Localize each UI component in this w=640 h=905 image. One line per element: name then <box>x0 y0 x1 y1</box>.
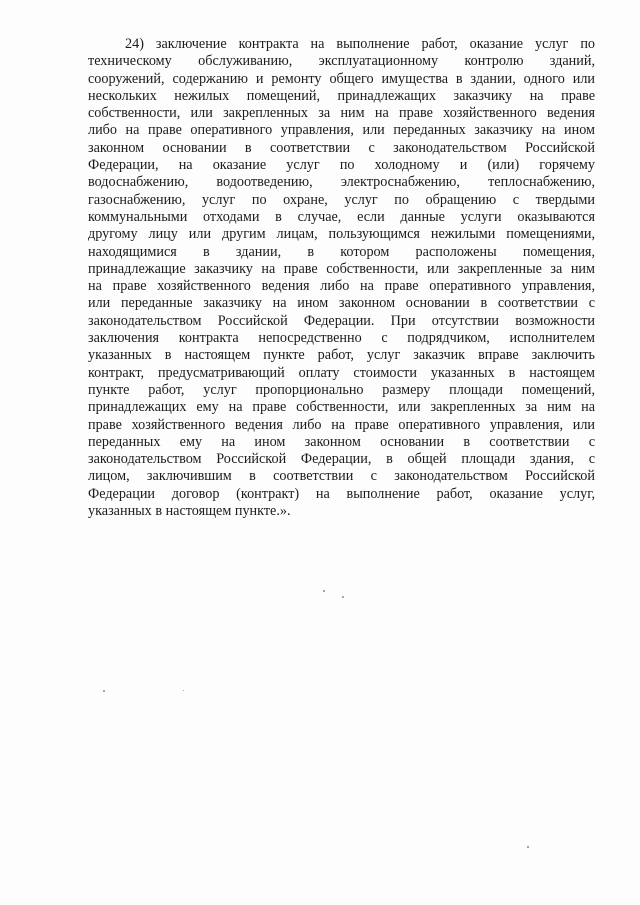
text-line: коммунальными отходами в случае, если данные услуги оказываются <box>88 208 595 225</box>
text-line: законодательством Российской Федерации, в общей площади здания, с <box>88 451 595 468</box>
text-line: лицом, заключившим в соответствии с законодательством Российской <box>88 468 595 485</box>
text-line: собственности, или закрепленных за ним на праве хозяйственного ведения <box>88 105 595 122</box>
text-line: принадлежащих ему на праве собственности, или закрепленных за ним на <box>88 399 595 416</box>
text-line: принадлежащие заказчику на праве собственности, или закрепленные за ним <box>88 260 595 277</box>
scan-speck <box>527 846 529 848</box>
text-line: пункте работ, услуг пропорционально размеру площади помещений, <box>88 381 595 398</box>
text-line: законном основании в соответствии с законодательством Российской <box>88 139 595 156</box>
text-line: 24) заключение контракта на выполнение работ, оказание услуг по <box>125 36 595 52</box>
text-line: находящимися в здании, в котором расположены помещения, <box>88 243 595 260</box>
text-line: водоснабжению, водоотведению, электроснабжению, теплоснабжению, <box>88 174 595 191</box>
text-line: нескольких нежилых помещений, принадлежащих заказчику на праве <box>88 87 595 104</box>
text-line: законодательством Российской Федерации. При отсутствии возможности <box>88 312 595 329</box>
text-line: Федерации договор (контракт) на выполнение работ, оказание услуг, <box>88 485 595 502</box>
text-line: на праве хозяйственного ведения либо на праве оперативного управления, <box>88 278 595 295</box>
text-line: заключения контракта непосредственно с подрядчиком, исполнителем <box>88 330 595 347</box>
scan-speck <box>103 690 105 692</box>
text-line: контракт, предусматривающий оплату стоимости указанных в настоящем <box>88 364 595 381</box>
text-line: газоснабжению, услуг по охране, услуг по обращению с твердыми <box>88 191 595 208</box>
text-line: другому лицу или другим лицам, пользующимся нежилыми помещениями, <box>88 226 595 243</box>
text-line: переданных ему на ином законном основании в соответствии с <box>88 433 595 450</box>
scan-speck <box>323 590 325 592</box>
text-line: указанных в настоящем пункте.». <box>88 503 291 520</box>
scan-speck <box>183 690 184 691</box>
text-line: указанных в настоящем пункте работ, услуг заказчик вправе заключить <box>88 347 595 364</box>
scan-speck <box>342 596 344 598</box>
text-line: техническому обслуживанию, эксплуатационному контролю зданий, <box>88 53 595 70</box>
text-line: или переданные заказчику на ином законном основании в соответствии с <box>88 295 595 312</box>
text-line: либо на праве оперативного управления, или переданных заказчику на ином <box>88 122 595 139</box>
text-line: праве хозяйственного ведения либо на праве оперативного управления, или <box>88 416 595 433</box>
text-line: сооружений, содержанию и ремонту общего имущества в здании, одного или <box>88 70 595 87</box>
text-line: Федерации, на оказание услуг по холодному и (или) горячему <box>88 157 595 174</box>
paragraph-item-24 <box>88 36 595 520</box>
